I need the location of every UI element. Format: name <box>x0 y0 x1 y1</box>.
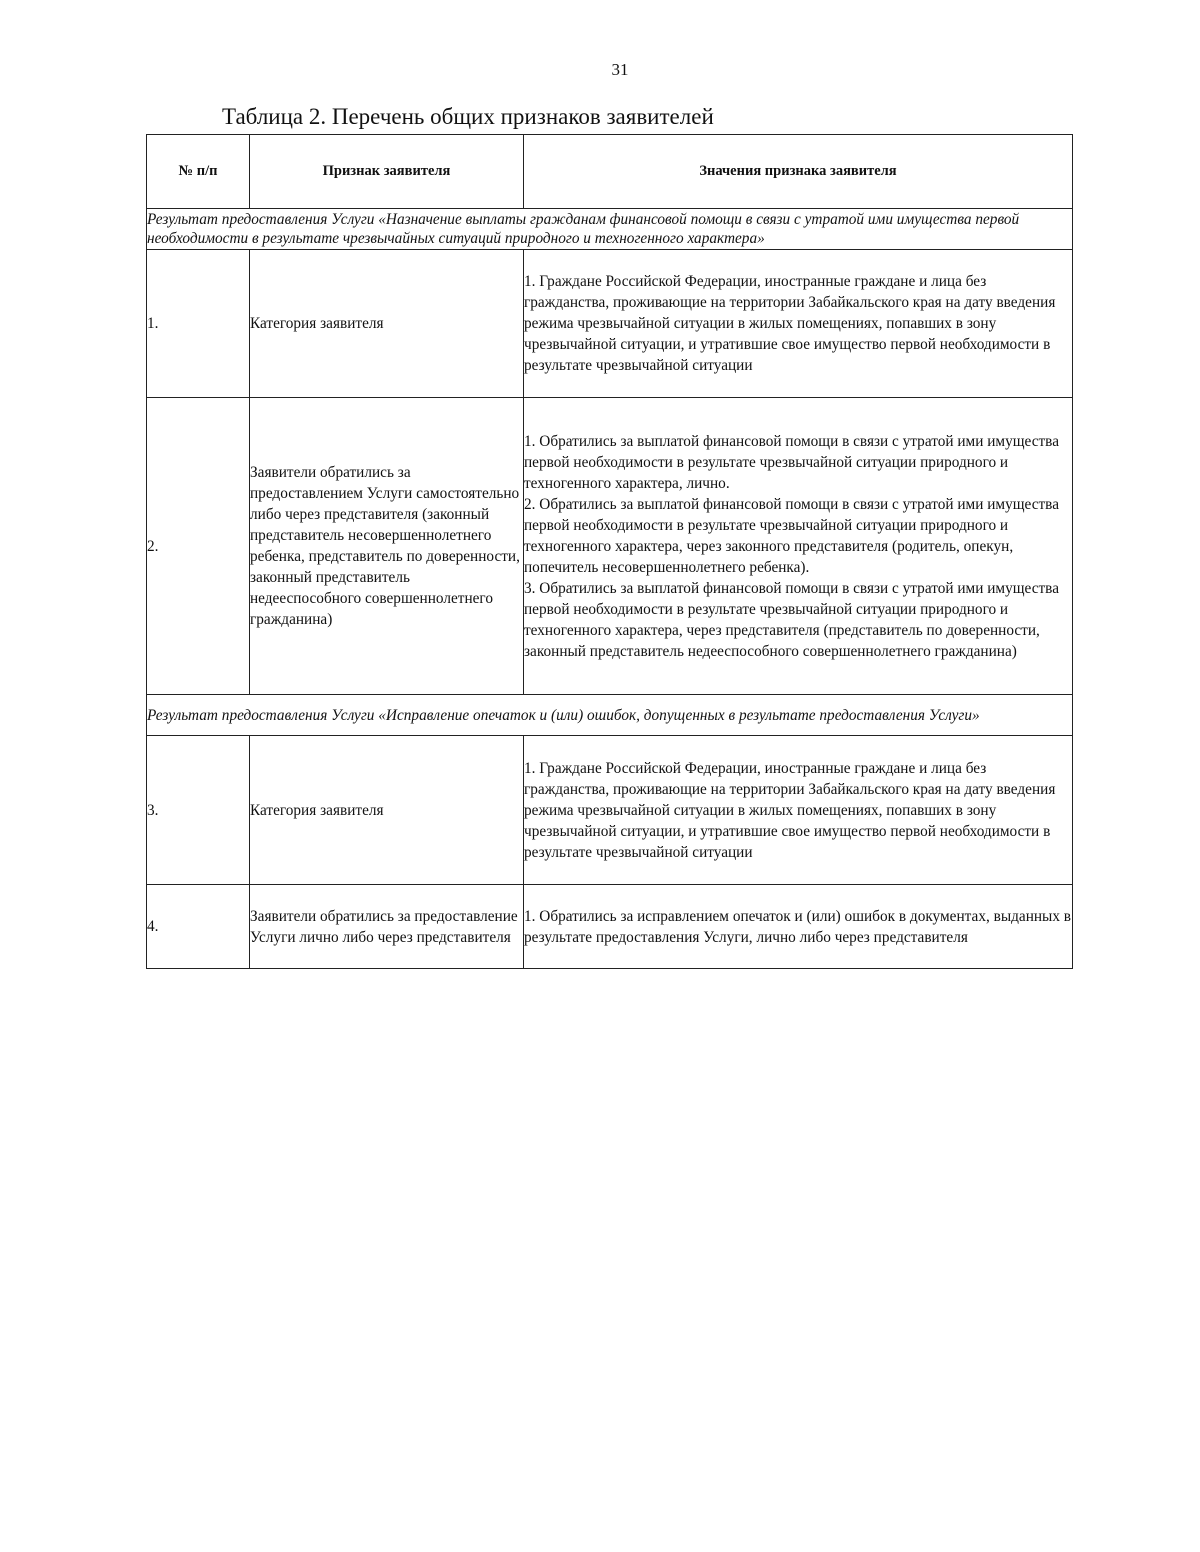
row-values <box>524 885 1073 969</box>
row-attribute: Категория заявителя <box>250 736 524 885</box>
row-attribute: Категория заявителя <box>250 250 524 398</box>
table-header-row <box>147 135 1073 209</box>
section-heading-row <box>147 695 1073 736</box>
row-number: 4. <box>147 885 250 969</box>
section-heading: Результат предоставления Услуги «Назначение выплаты гражданам финансовой помощи в связи с утратой ими имущества первой необходимости в результате чрезвычайных ситуаций природного и техногенного характера» <box>147 209 1073 250</box>
section-heading: Результат предоставления Услуги «Исправление опечаток и (или) ошибок, допущенных в результате предоставления Услуги» <box>147 695 1073 736</box>
row-values <box>524 398 1073 695</box>
row-value: 3. Обратились за выплатой финансовой помощи в связи с утратой ими имущества первой необходимости в результате чрезвычайной ситуации природного и техногенного характера, через представителя (представитель по доверенности, законный представитель недееспособного совершеннолетнего гражданина) <box>524 579 1059 660</box>
table-row <box>147 398 1073 695</box>
row-values <box>524 736 1073 885</box>
header-attribute: Признак заявителя <box>250 135 524 209</box>
header-number: № п/п <box>147 135 250 209</box>
row-number: 2. <box>147 398 250 695</box>
table-title: Таблица 2. Перечень общих признаков заявителей <box>222 104 714 129</box>
applicant-attributes-table <box>146 134 1073 969</box>
section-heading-row <box>147 209 1073 250</box>
page-number: 31 <box>611 60 629 79</box>
header-values: Значения признака заявителя <box>524 135 1073 209</box>
table-row <box>147 250 1073 398</box>
row-value: 1. Обратились за выплатой финансовой помощи в связи с утратой ими имущества первой необходимости в результате чрезвычайной ситуации природного и техногенного характера, лично. <box>524 432 1059 492</box>
row-value: 1. Обратились за исправлением опечаток и (или) ошибок в документах, выданных в результате предоставления Услуги, лично либо через представителя <box>524 907 1072 946</box>
row-attribute: Заявители обратились за предоставлением Услуги самостоятельно либо через представителя (законный представитель несовершеннолетнего ребенка, представитель по доверенности, законный представитель недееспособного совершеннолетнего гражданина) <box>250 398 524 695</box>
table-row <box>147 885 1073 969</box>
row-value: 2. Обратились за выплатой финансовой помощи в связи с утратой ими имущества первой необходимости в результате чрезвычайной ситуации природного и техногенного характера, через законного представителя (родитель, опекун, попечитель несовершеннолетнего ребенка). <box>524 495 1059 576</box>
row-values <box>524 250 1073 398</box>
row-value: 1. Граждане Российской Федерации, иностранные граждане и лица без гражданства, проживающие на территории Забайкальского края на дату введения режима чрезвычайной ситуации в жилых помещениях, попавших в зону чрезвычайной ситуации, и утратившие свое имущество первой необходимости в результате чрезвычайной ситуации <box>524 273 1056 374</box>
row-number: 3. <box>147 736 250 885</box>
row-number: 1. <box>147 250 250 398</box>
row-attribute: Заявители обратились за предоставление Услуги лично либо через представителя <box>250 885 524 969</box>
table-row <box>147 736 1073 885</box>
row-value: 1. Граждане Российской Федерации, иностранные граждане и лица без гражданства, проживающие на территории Забайкальского края на дату введения режима чрезвычайной ситуации в жилых помещениях, попавших в зону чрезвычайной ситуации, и утратившие свое имущество первой необходимости в результате чрезвычайной ситуации <box>524 759 1056 861</box>
